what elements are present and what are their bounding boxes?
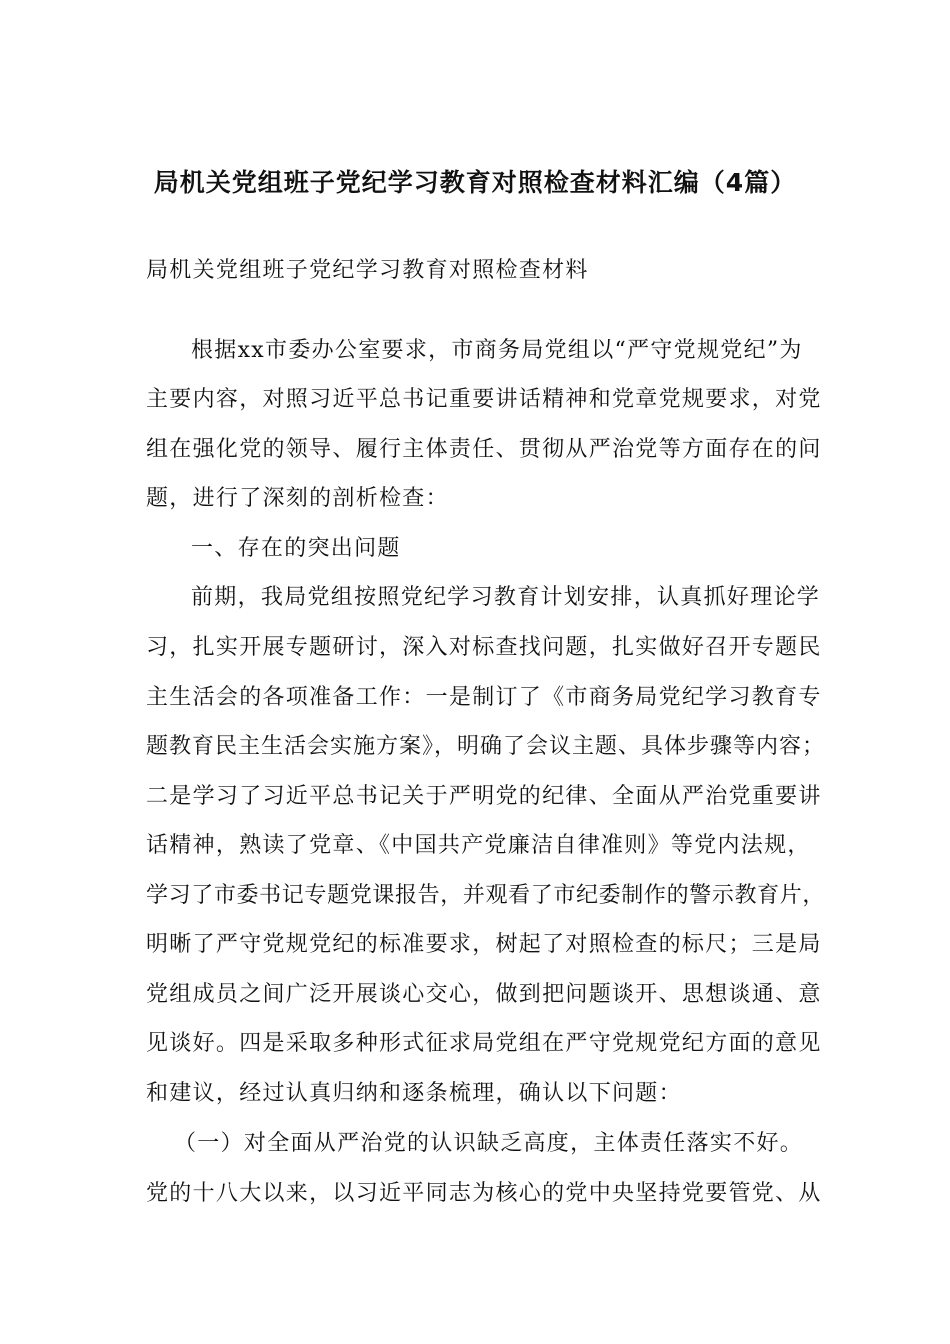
paragraph-line: 主生活会的各项准备工作：一是制订了《市商务局党纪学习教育专 xyxy=(146,685,822,710)
paragraph-line: 话精神，熟读了党章、《中国共产党廉洁自律准则》等党内法规， xyxy=(146,833,811,858)
document-title: 局机关党组班子党纪学习教育对照检查材料汇编（4篇） xyxy=(153,168,797,197)
paragraph-line: 前期，我局党组按照党纪学习教育计划安排，认真抓好理论学 xyxy=(191,585,821,610)
paragraph-line: 二是学习了习近平总书记关于严明党的纪律、全面从严治党重要讲 xyxy=(146,784,822,809)
paragraph-line: 和建议，经过认真归纳和逐条梳理，确认以下问题： xyxy=(146,1081,682,1106)
subheading-line: （一）对全面从严治党的认识缺乏高度，主体责任落实不好。 xyxy=(174,1131,804,1156)
paragraph-line: 根据xx市委办公室要求，市商务局党组以“严守党规党纪”为 xyxy=(191,338,803,363)
paragraph-line: 题教育民主生活会实施方案》，明确了会议主题、具体步骤等内容； xyxy=(146,734,826,759)
paragraph-line: 党组成员之间广泛开展谈心交心，做到把问题谈开、思想谈通、意 xyxy=(146,982,822,1007)
subheading-line: 一、存在的突出问题 xyxy=(191,536,401,561)
paragraph-line: 见谈好。四是采取多种形式征求局党组在严守党规党纪方面的意见 xyxy=(146,1031,822,1056)
paragraph-line: 习，扎实开展专题研讨，深入对标查找问题，扎实做好召开专题民 xyxy=(146,635,822,660)
paragraph-line: 党的十八大以来，以习近平同志为核心的党中央坚持党要管党、从 xyxy=(146,1181,822,1206)
paragraph-line: 学习了市委书记专题党课报告，并观看了市纪委制作的警示教育片， xyxy=(146,883,826,908)
paragraph-line: 题，进行了深刻的剖析检查： xyxy=(146,486,449,511)
paragraph-line: 明晰了严守党规党纪的标准要求，树起了对照检查的标尺；三是局 xyxy=(146,932,822,957)
section-heading: 局机关党组班子党纪学习教育对照检查材料 xyxy=(146,258,589,283)
paragraph-line: 主要内容，对照习近平总书记重要讲话精神和党章党规要求，对党 xyxy=(146,387,822,412)
paragraph-line: 组在强化党的领导、履行主体责任、贯彻从严治党等方面存在的问 xyxy=(146,437,822,462)
